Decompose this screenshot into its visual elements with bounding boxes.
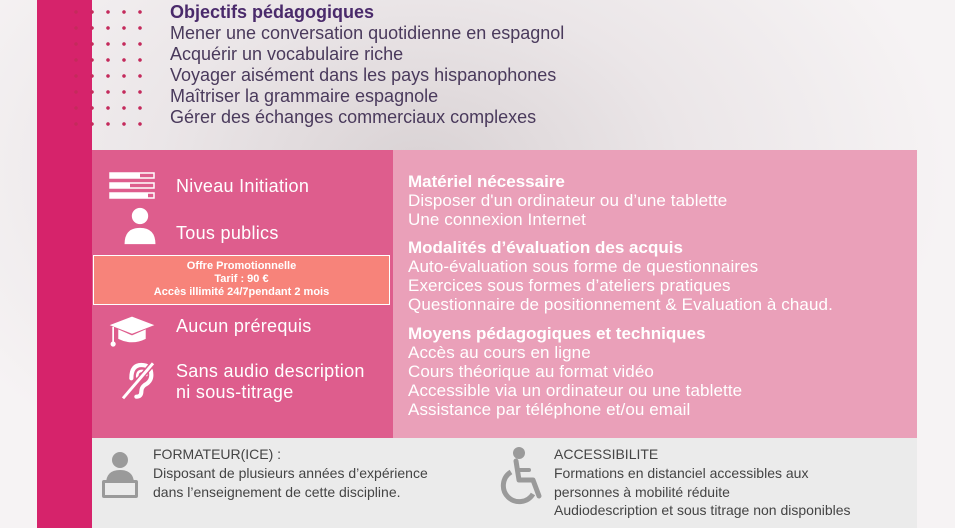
trainer-line-1: Disposant de plusieurs années d’expérience xyxy=(153,465,428,481)
evaluation-item: Exercices sous formes d’ateliers pratiques xyxy=(408,276,731,295)
objective-item: Mener une conversation quotidienne en espagnol xyxy=(170,23,565,43)
promo-access: Accès illimité 24/7pendant 2 mois xyxy=(153,286,330,298)
moyens-item: Accès au cours en ligne xyxy=(408,343,591,362)
moyens-item: Assistance par téléphone et/ou email xyxy=(408,400,691,419)
bottom-info-bar xyxy=(92,438,917,528)
materiel-item: Une connexion Internet xyxy=(408,210,586,229)
trainer-laptop-icon xyxy=(98,450,142,500)
materiel-section xyxy=(408,172,918,229)
moyens-title: Moyens pédagogiques et techniques xyxy=(408,324,706,343)
accessibility-line-1: Formations en distanciel accessibles aux xyxy=(554,465,809,481)
moyens-section xyxy=(408,324,918,419)
evaluation-title: Modalités d’évaluation des acquis xyxy=(408,238,683,257)
objectives-section xyxy=(170,2,730,128)
evaluation-item: Auto-évaluation sous forme de questionnaires xyxy=(408,257,759,276)
accessibility-title: ACCESSIBILITE xyxy=(554,446,659,462)
promo-price: Tarif : 90 € xyxy=(214,273,269,285)
accessibility-line-2: personnes à mobilité réduite xyxy=(554,484,730,500)
level-label: Niveau Initiation xyxy=(176,176,310,196)
dot-pattern xyxy=(68,4,148,134)
evaluation-item: Questionnaire de positionnement & Evaluation à chaud. xyxy=(408,295,833,314)
materiel-item: Disposer d'un ordinateur ou d’une tablette xyxy=(408,191,728,210)
objective-item: Acquérir un vocabulaire riche xyxy=(170,44,404,64)
objective-item: Maîtriser la grammaire espagnole xyxy=(170,86,439,106)
moyens-item: Accessible via un ordinateur ou une tablette xyxy=(408,381,743,400)
wheelchair-icon xyxy=(499,446,547,508)
graduation-cap-icon xyxy=(108,312,156,352)
trainer-line-2: dans l’enseignement de cette discipline. xyxy=(153,484,401,500)
promo-title: Offre Promotionnelle xyxy=(186,260,297,272)
objective-item: Voyager aisément dans les pays hispanophones xyxy=(170,65,557,85)
objectives-title: Objectifs pédagogiques xyxy=(170,2,375,22)
objective-item: Gérer des échanges commerciaux complexes xyxy=(170,107,537,127)
prerequisites-label: Aucun prérequis xyxy=(176,316,312,336)
person-icon xyxy=(116,206,164,246)
audience-label: Tous publics xyxy=(176,223,279,243)
evaluation-section xyxy=(408,238,918,314)
audio-line-2: ni sous-titrage xyxy=(176,382,294,402)
audio-line-1: Sans audio description xyxy=(176,361,365,381)
trainer-title: FORMATEUR(ICE) : xyxy=(153,446,282,462)
accessibility-line-3: Audiodescription et sous titrage non disponibles xyxy=(554,502,851,518)
hearing-impaired-icon xyxy=(114,360,162,400)
moyens-item: Cours théorique au format vidéo xyxy=(408,362,654,381)
materiel-title: Matériel nécessaire xyxy=(408,172,565,191)
level-bars-icon xyxy=(108,168,156,208)
promo-box xyxy=(93,255,390,305)
